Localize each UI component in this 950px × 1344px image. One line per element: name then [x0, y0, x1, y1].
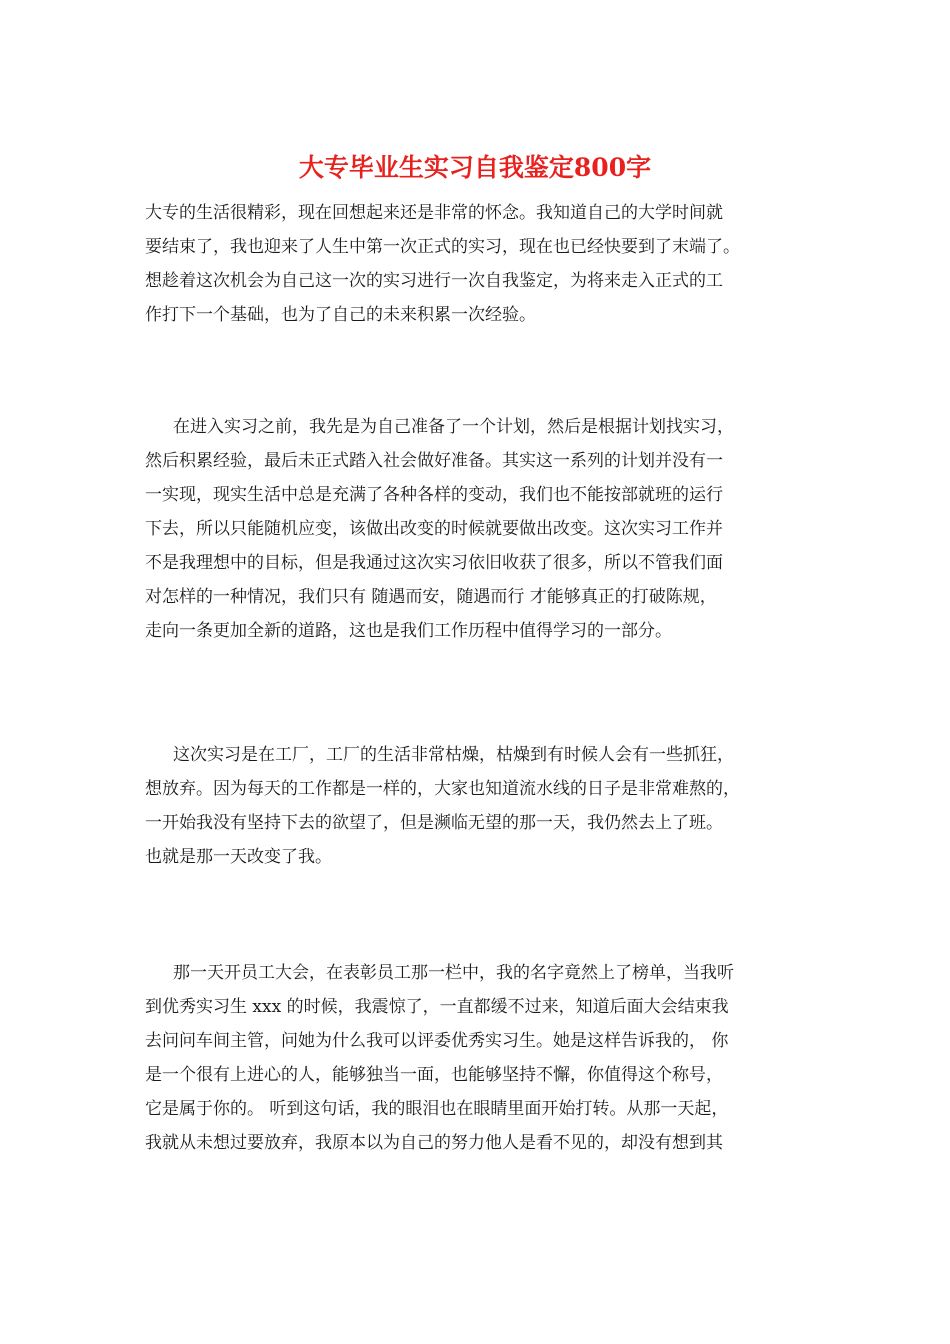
document-title: 大专毕业生实习自我鉴定800字 [298, 153, 652, 182]
paragraph-2 [145, 410, 810, 648]
paragraph-line: 不是我理想中的目标，但是我通过这次实习依旧收获了很多，所以不管我们面 [145, 553, 723, 573]
paragraph-line: 去问问车间主管，问她为什么我可以评委优秀实习生。她是这样告诉我的， 你 [145, 1031, 729, 1051]
paragraph-line: 一开始我没有坚持下去的欲望了，但是濒临无望的那一天，我仍然去上了班。 [145, 813, 723, 833]
paragraph-line: 是一个很有上进心的人，能够独当一面，也能够坚持不懈，你值得这个称号， [145, 1065, 723, 1085]
paragraph-line: 下去，所以只能随机应变，该做出改变的时候就要做出改变。这次实习工作并 [145, 519, 723, 539]
paragraph-line: 那一天开员工大会，在表彰员工那一栏中，我的名字竟然上了榜单，当我听 [173, 963, 734, 983]
paragraph-line: 它是属于你的。 听到这句话，我的眼泪也在眼睛里面开始打转。从那一天起， [145, 1099, 729, 1119]
paragraph-line: 大专的生活很精彩，现在回想起来还是非常的怀念。我知道自己的大学时间就 [145, 203, 723, 223]
paragraph-line: 想放弃。因为每天的工作都是一样的，大家也知道流水线的日子是非常难熬的， [145, 779, 740, 799]
paragraph-line: 我就从未想过要放弃，我原本以为自己的努力他人是看不见的，却没有想到其 [145, 1133, 723, 1153]
paragraph-1 [145, 196, 810, 332]
paragraph-3 [145, 738, 810, 874]
paragraph-line: 在进入实习之前，我先是为自己准备了一个计划，然后是根据计划找实习， [173, 417, 734, 437]
paragraph-line: 对怎样的一种情况，我们只有 随遇而安，随遇而行 才能够真正的打破陈规， [145, 587, 717, 607]
paragraph-line: 作打下一个基础，也为了自己的未来积累一次经验。 [145, 305, 536, 325]
paragraph-line: 一实现，现实生活中总是充满了各种各样的变动，我们也不能按部就班的运行 [145, 485, 723, 505]
paragraph-line: 到优秀实习生 xxx 的时候，我震惊了，一直都缓不过来，知道后面大会结束我 [145, 997, 729, 1017]
paragraph-4 [145, 956, 810, 1160]
paragraph-line: 这次实习是在工厂，工厂的生活非常枯燥，枯燥到有时候人会有一些抓狂， [173, 745, 734, 765]
paragraph-line: 然后积累经验，最后未正式踏入社会做好准备。其实这一系列的计划并没有一 [145, 451, 723, 471]
paragraph-line: 要结束了，我也迎来了人生中第一次正式的实习，现在也已经快要到了末端了。 [145, 237, 740, 257]
paragraph-line: 想趁着这次机会为自己这一次的实习进行一次自我鉴定，为将来走入正式的工 [145, 271, 723, 291]
paragraph-line: 也就是那一天改变了我。 [145, 847, 332, 867]
paragraph-line: 走向一条更加全新的道路，这也是我们工作历程中值得学习的一部分。 [145, 621, 672, 641]
